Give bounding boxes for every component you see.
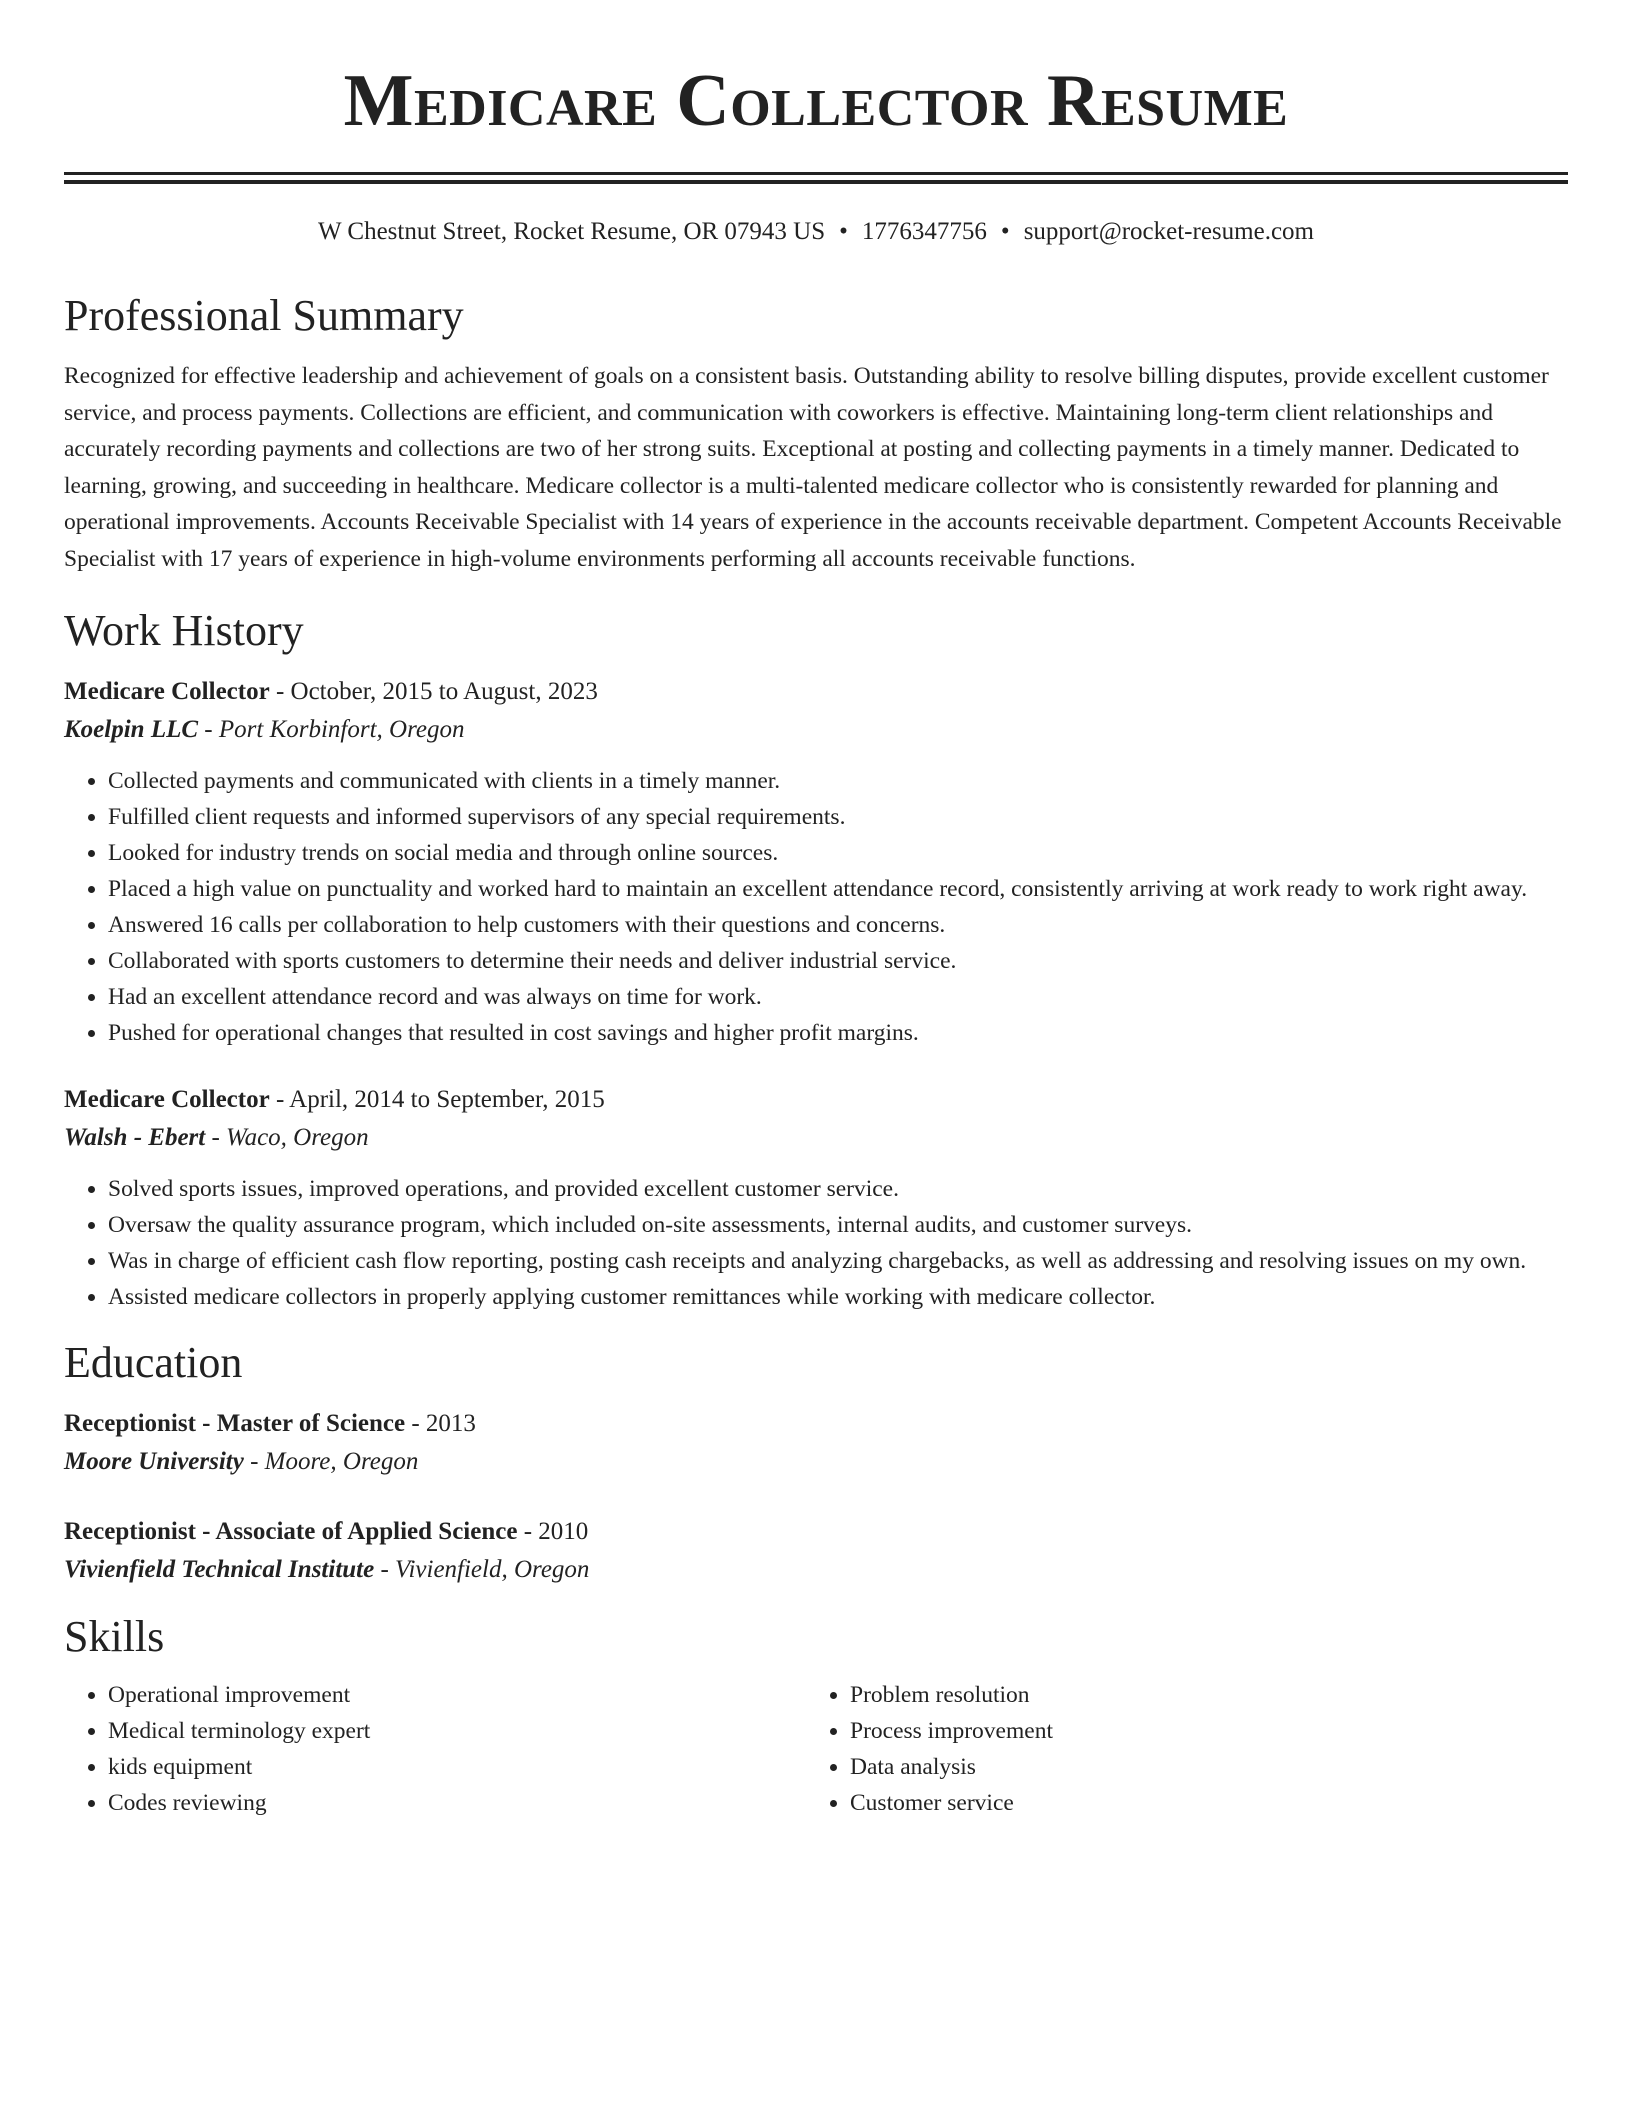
- summary-heading: Professional Summary: [64, 291, 464, 340]
- job-company-line: [64, 711, 1568, 749]
- job-bullets: [64, 1171, 1568, 1315]
- skills-column-left: [64, 1677, 806, 1821]
- skill-item: • Operational improvement: [108, 1677, 806, 1713]
- job-bullet: • Collected payments and communicated with clients in a timely manner.: [108, 763, 1568, 799]
- job-bullet: • Looked for industry trends on social media and through online sources.: [108, 835, 1568, 871]
- skills-column-right: [806, 1677, 1548, 1821]
- education-degree: Receptionist - Associate of Applied Science: [64, 1518, 518, 1545]
- work-history-heading: Work History: [64, 606, 304, 655]
- job-bullet: • Had an excellent attendance record and was always on time for work.: [108, 979, 1568, 1015]
- job-bullet: • Placed a high value on punctuality and worked hard to maintain an excellent attendance record, consistently arriving at work ready to work right away.: [108, 871, 1568, 907]
- contact-line: [64, 214, 1568, 250]
- education-location: - Vivienfield, Oregon: [374, 1556, 590, 1583]
- job-header: [64, 1081, 1568, 1119]
- skills-list: [806, 1677, 1548, 1821]
- job-company-line: [64, 1119, 1568, 1157]
- skill-item: • Data analysis: [850, 1749, 1548, 1785]
- job-bullet: • Solved sports issues, improved operations, and provided excellent customer service.: [108, 1171, 1568, 1207]
- job-bullets: [64, 763, 1568, 1051]
- education-heading: Education: [64, 1338, 243, 1387]
- job-dates: - October, 2015 to August, 2023: [269, 678, 598, 705]
- education-location: - Moore, Oregon: [243, 1448, 419, 1475]
- job-title: Medicare Collector: [64, 1086, 270, 1113]
- education-year: - 2013: [405, 1410, 476, 1437]
- job-bullet: • Pushed for operational changes that resulted in cost savings and higher profit margins.: [108, 1015, 1568, 1051]
- job-bullet: • Collaborated with sports customers to determine their needs and deliver industrial service.: [108, 943, 1568, 979]
- education-entry: [64, 1513, 1568, 1589]
- job-dates: - April, 2014 to September, 2015: [269, 1086, 605, 1113]
- education-header: [64, 1405, 1568, 1443]
- summary-text: Recognized for effective leadership and achievement of goals on a consistent basis. Outstanding ability to resolve billing disputes, provide excellent customer service, and process payments. Collections are efficient, and communication with coworkers is effective. Maintaining long-term client relationships and accurately recording payments and collections are two of her strong suits. Exceptional at posting and collecting payments in a timely manner. Dedicated to learning, growing, and succeeding in healthcare. Medicare collector is a multi-talented medicare collector who is consistently rewarded for planning and operational improvements. Accounts Receivable Specialist with 14 years of experience in the accounts receivable department. Competent Accounts Receivable Specialist with 17 years of experience in high-volume environments performing all accounts receivable functions.: [64, 363, 1562, 572]
- education-degree: Receptionist - Master of Science: [64, 1410, 406, 1437]
- job-bullet: • Answered 16 calls per collaboration to help customers with their questions and concerns.: [108, 907, 1568, 943]
- job-location: - Port Korbinfort, Oregon: [198, 716, 465, 743]
- job-entry: [64, 673, 1568, 1051]
- education-school-line: [64, 1443, 1568, 1481]
- skill-item: • kids equipment: [108, 1749, 806, 1785]
- job-title: Medicare Collector: [64, 678, 270, 705]
- job-location: - Waco, Oregon: [205, 1124, 369, 1151]
- resume-title: Medicare Collector Resume: [343, 60, 1289, 142]
- job-bullet: • Fulfilled client requests and informed supervisors of any special requirements.: [108, 799, 1568, 835]
- title-divider: [64, 172, 1568, 184]
- contact-separator: •: [839, 218, 848, 245]
- skills-list: [64, 1677, 806, 1821]
- education-school-line: [64, 1551, 1568, 1589]
- contact-email: support@rocket-resume.com: [1023, 218, 1314, 245]
- job-bullet: • Assisted medicare collectors in properly applying customer remittances while working with medicare collector.: [108, 1279, 1568, 1315]
- contact-separator: •: [1000, 218, 1010, 245]
- education-entry: [64, 1405, 1568, 1481]
- skill-item: • Medical terminology expert: [108, 1713, 806, 1749]
- job-bullet: • Was in charge of efficient cash flow reporting, posting cash receipts and analyzing chargebacks, as well as addressing and resolving issues on my own.: [108, 1243, 1568, 1279]
- skill-item: • Process improvement: [850, 1713, 1548, 1749]
- job-entry: [64, 1081, 1568, 1315]
- education-year: - 2010: [517, 1518, 589, 1545]
- education-school: Moore University: [64, 1448, 244, 1475]
- skill-item: • Customer service: [850, 1785, 1548, 1821]
- skills-grid: [64, 1677, 1568, 1821]
- job-company: Walsh - Ebert: [64, 1124, 206, 1151]
- contact-address: W Chestnut Street, Rocket Resume, OR 07943 US: [318, 218, 826, 245]
- education-header: [64, 1513, 1568, 1551]
- contact-phone: 1776347756: [861, 218, 987, 245]
- job-header: [64, 673, 1568, 711]
- job-bullet: • Oversaw the quality assurance program, which included on-site assessments, internal audits, and customer surveys.: [108, 1207, 1568, 1243]
- skill-item: • Codes reviewing: [108, 1785, 806, 1821]
- skills-heading: Skills: [64, 1612, 165, 1661]
- job-company: Koelpin LLC: [64, 716, 199, 743]
- education-school: Vivienfield Technical Institute: [64, 1556, 375, 1583]
- skill-item: • Problem resolution: [850, 1677, 1548, 1713]
